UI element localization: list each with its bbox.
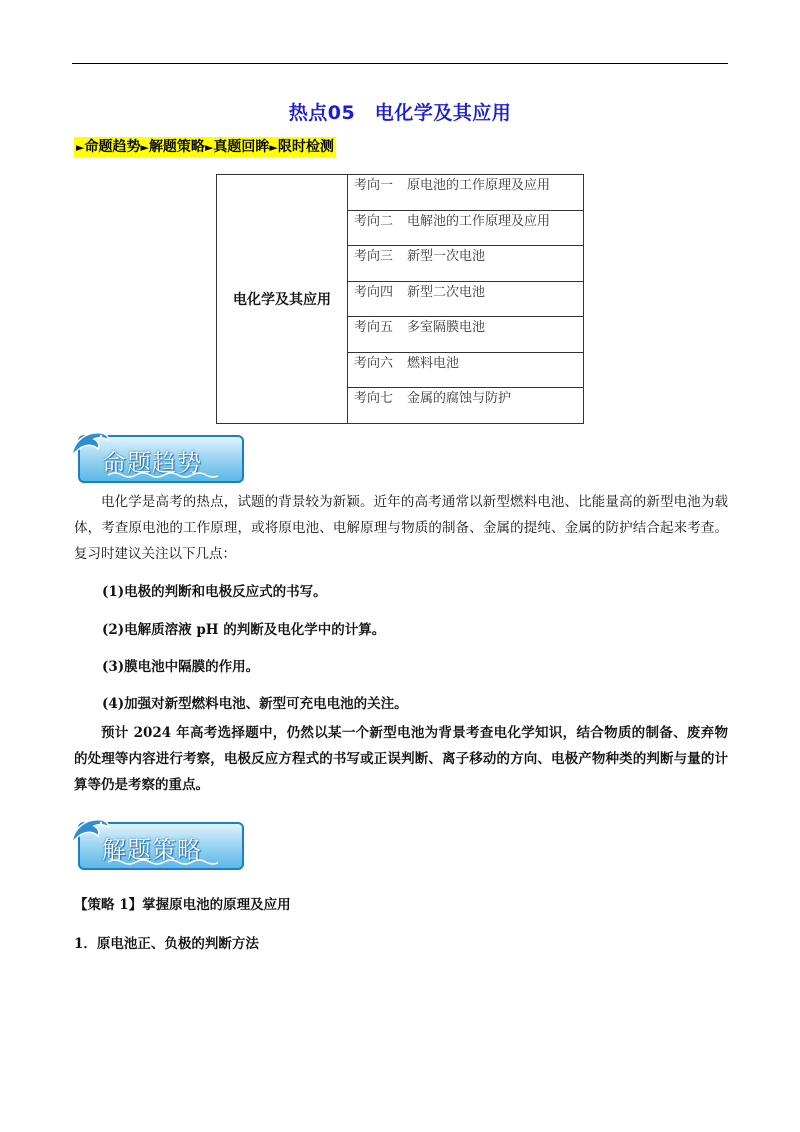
page-title: 热点05 电化学及其应用 <box>288 102 512 124</box>
strategy-heading: 【策略 1】掌握原电池的原理及应用 <box>74 897 291 913</box>
trend-point: (3)膜电池中隔膜的作用。 <box>102 659 260 675</box>
direction-row <box>348 246 584 282</box>
nav-link-test[interactable]: 限时检测 <box>277 139 334 155</box>
directions-table <box>216 174 584 424</box>
direction-text: 新型二次电池 <box>407 284 486 300</box>
nav-arrow-icon: ► <box>140 141 149 154</box>
nav-arrow-icon: ► <box>76 141 85 154</box>
section-badge-strategy <box>68 812 244 872</box>
direction-number: 考向一 <box>354 178 394 193</box>
nav-arrow-icon: ► <box>204 141 214 154</box>
sub-heading: 1．原电池正、负极的判断方法 <box>74 936 259 952</box>
direction-text: 电解池的工作原理及应用 <box>407 213 551 229</box>
nav-arrow-icon: ► <box>269 141 278 154</box>
direction-number: 考向六 <box>354 355 394 371</box>
direction-number: 考向五 <box>354 320 394 335</box>
direction-text: 金属的腐蚀与防护 <box>407 391 512 406</box>
section-badge-trend <box>68 425 244 485</box>
badge-label: 解题策略 <box>102 836 202 864</box>
wave-decoration <box>108 471 218 479</box>
direction-number: 考向二 <box>354 213 394 229</box>
direction-row <box>348 317 584 353</box>
trend-point: (1)电极的判断和电极反应式的书写。 <box>102 584 327 600</box>
nav-link-trend[interactable]: 命题趋势 <box>84 139 141 155</box>
direction-text: 原电池的工作原理及应用 <box>407 178 551 193</box>
nav-link-review[interactable]: 真题回眸 <box>213 139 270 155</box>
direction-row <box>348 281 584 317</box>
nav-link-strategy[interactable]: 解题策略 <box>148 139 205 155</box>
trend-intro: 电化学是高考的热点，试题的背景较为新颖。近年的高考通常以新型燃料电池、比能量高的新型电池为载体，考查原电池的工作原理，或将原电池、电解原理与物质的制备、金属的提纯、金属的防护结合起来考查。复习时建议关注以下几点： <box>74 494 728 562</box>
direction-text: 燃料电池 <box>407 355 460 371</box>
section-nav <box>74 137 336 157</box>
topic-cell: 电化学及其应用 <box>217 175 348 424</box>
direction-row <box>348 175 584 211</box>
wave-decoration <box>108 858 218 866</box>
direction-number: 考向三 <box>354 249 394 264</box>
trend-point: (4)加强对新型燃料电池、新型可充电电池的关注。 <box>102 696 408 712</box>
direction-number: 考向四 <box>354 284 394 300</box>
direction-row <box>348 352 584 388</box>
forecast-paragraph: 预计 2024 年高考选择题中，仍然以某一个新型电池为背景考查电化学知识，结合物质的制备、废弃物的处理等内容进行考察，电极反应方程式的书写或正误判断、离子移动的方向、电极产物种类的判断与量的计算等仍是考察的重点。 <box>74 725 728 793</box>
direction-row <box>348 210 584 246</box>
direction-row <box>348 388 584 424</box>
header-rule <box>72 63 728 64</box>
direction-number: 考向七 <box>354 391 394 406</box>
direction-text: 多室隔膜电池 <box>407 320 486 335</box>
direction-text: 新型一次电池 <box>407 249 486 264</box>
trend-point: (2)电解质溶液 pH 的判断及电化学中的计算。 <box>102 622 386 638</box>
badge-label: 命题趋势 <box>102 449 202 477</box>
